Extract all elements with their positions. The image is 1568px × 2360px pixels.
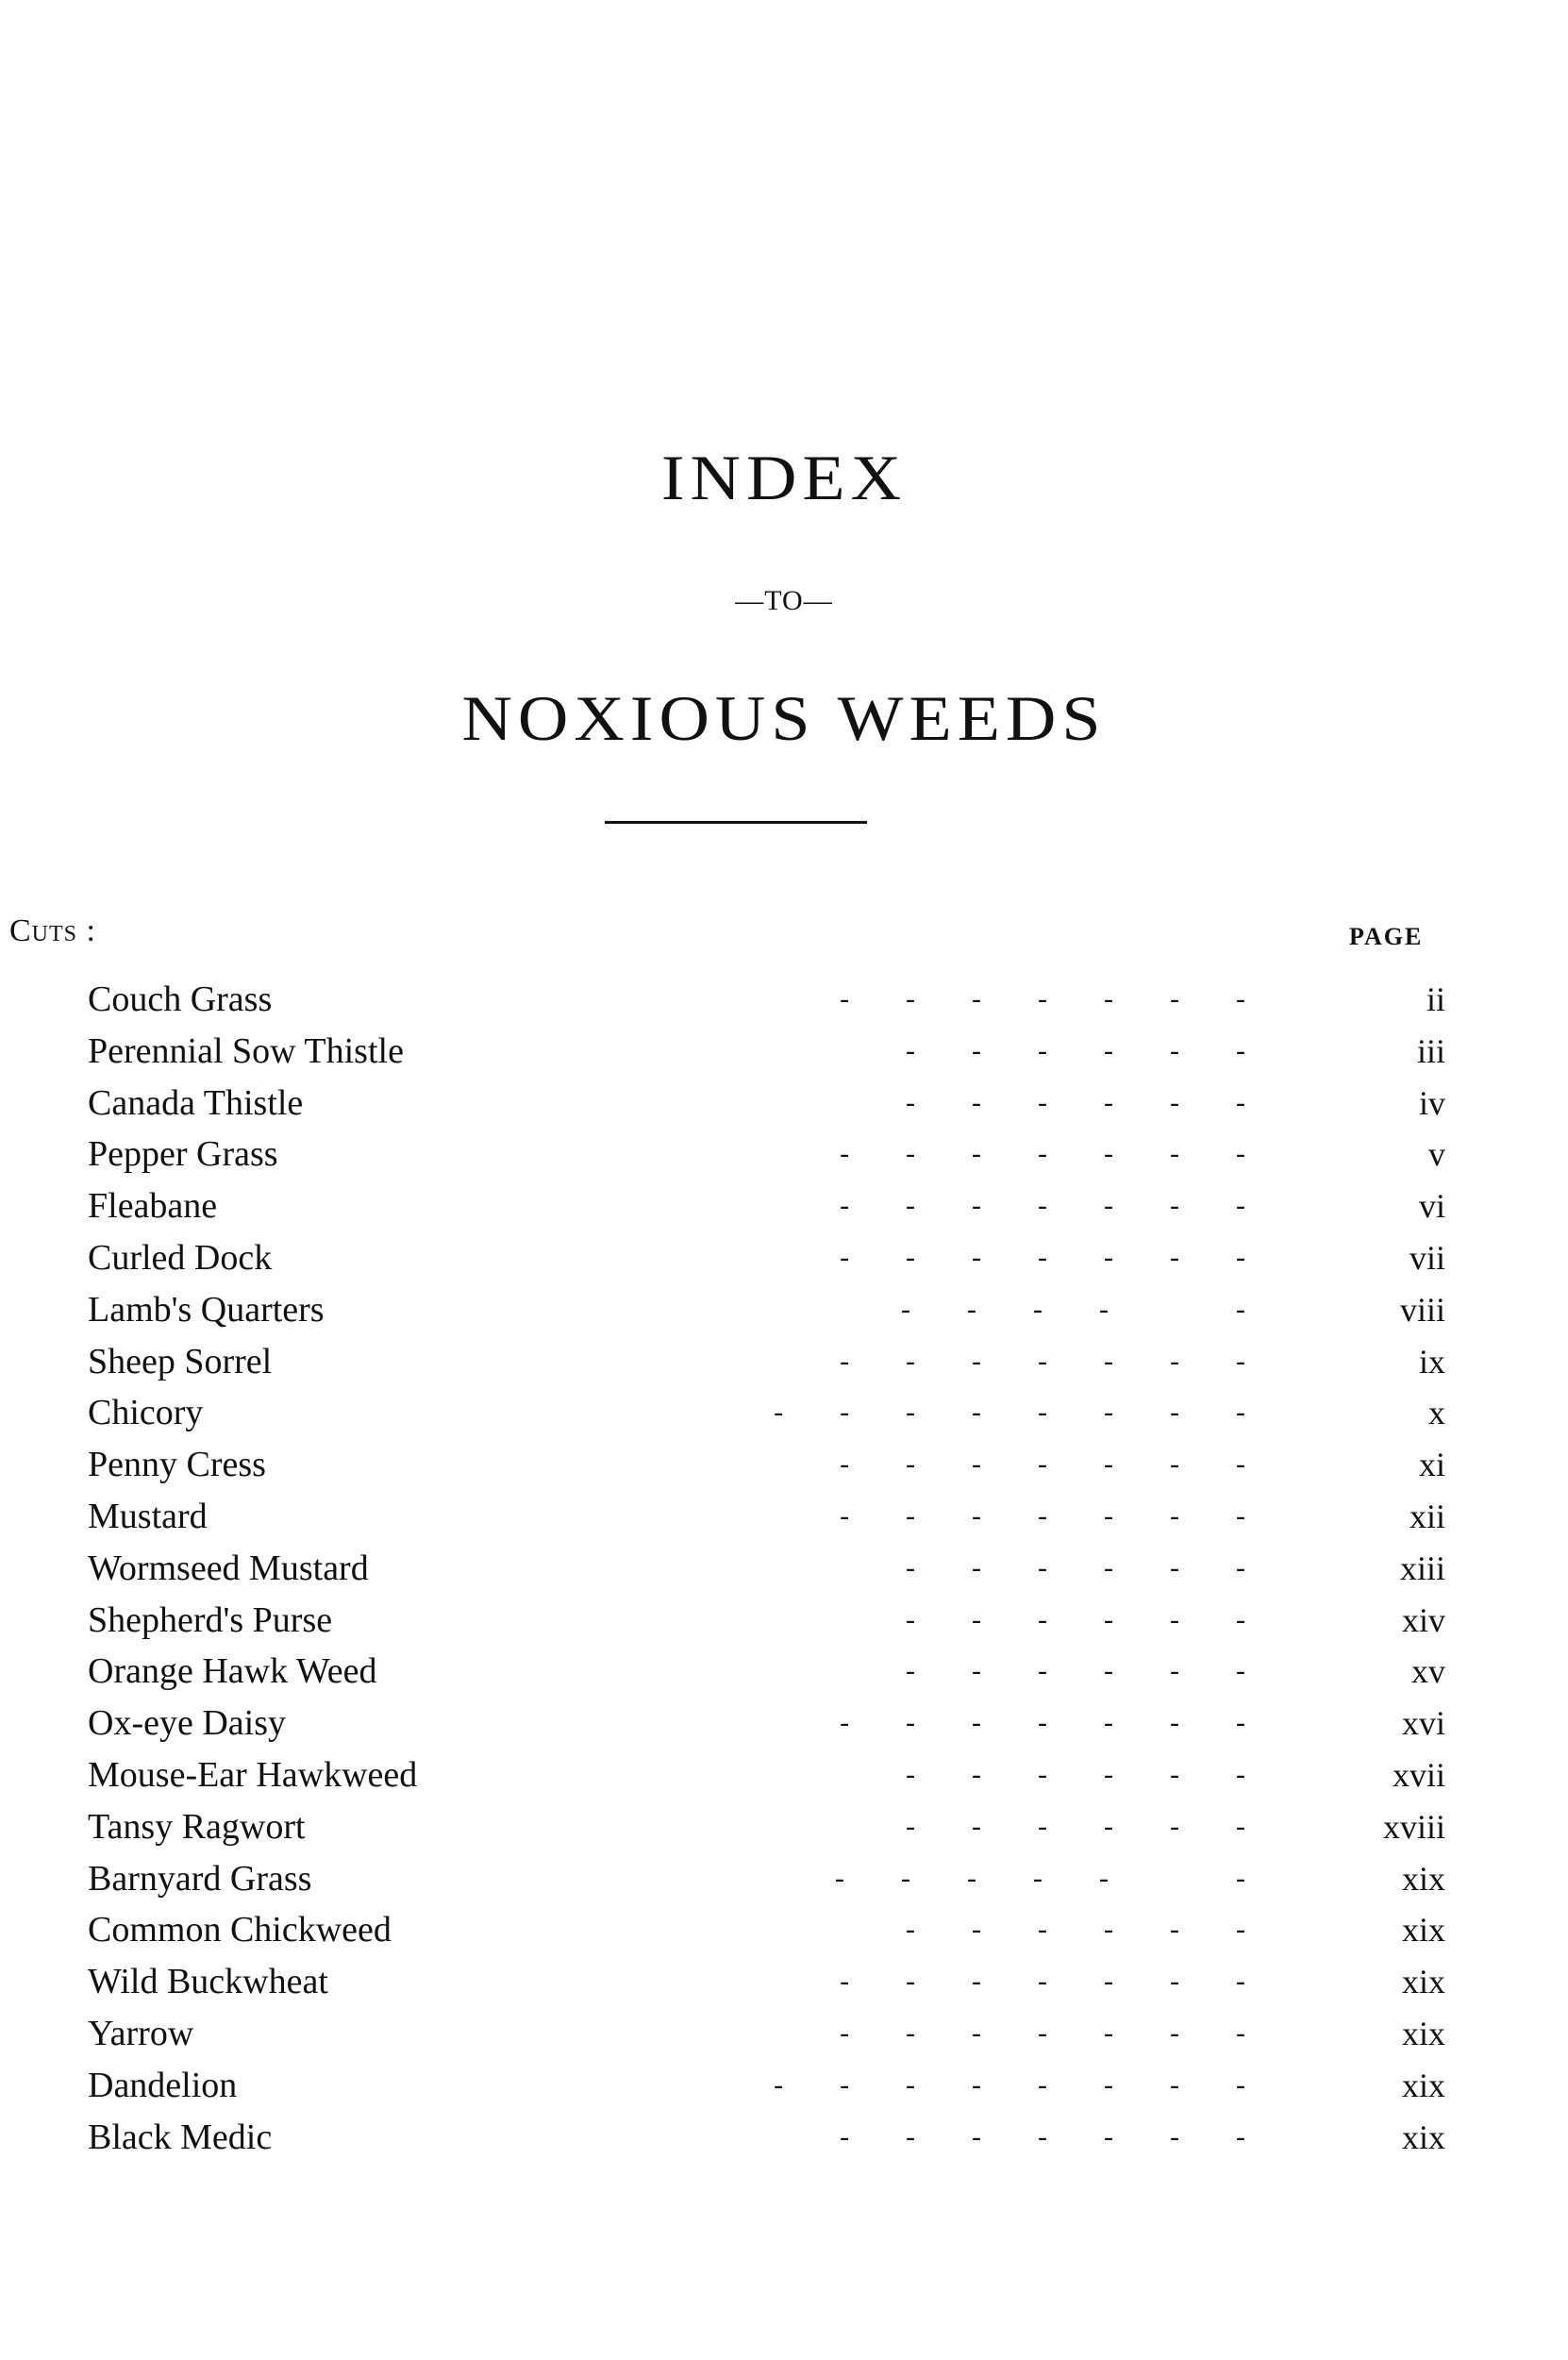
index-entry <box>0 2112 1568 2164</box>
entry-page-number: vi <box>1418 1187 1445 1226</box>
entry-name: Shepherd's Purse <box>88 1599 333 1640</box>
dot-leader: - - - - - - <box>906 1034 1245 1066</box>
entry-name: Ox-eye Daisy <box>88 1703 286 1744</box>
entry-name: Wormseed Mustard <box>88 1548 369 1588</box>
dot-leader: - - - - - - - <box>840 1966 1245 1998</box>
index-entry <box>0 1336 1568 1388</box>
entry-page-number: xix <box>1401 1963 1445 2001</box>
entry-name: Common Chickweed <box>88 1910 392 1950</box>
dot-leader: - - - - - - - - <box>774 1397 1245 1429</box>
dot-leader: - - - - - - - <box>840 2120 1245 2152</box>
index-entry <box>0 1904 1568 1956</box>
dot-leader: - - - - - - - <box>840 1190 1245 1222</box>
entry-page-number: xvi <box>1401 1704 1445 1743</box>
entry-name: Canada Thistle <box>88 1082 304 1123</box>
index-entry-list <box>0 974 1568 2163</box>
entry-name: Mustard <box>88 1496 208 1536</box>
index-entry <box>0 1129 1568 1180</box>
dot-leader: - - - - - - - <box>840 1345 1245 1377</box>
index-entry <box>0 1180 1568 1232</box>
entry-name: Perennial Sow Thistle <box>88 1030 404 1071</box>
entry-page-number: xix <box>1401 1911 1445 1950</box>
entry-page-number: vii <box>1409 1238 1445 1277</box>
entry-page-number: v <box>1428 1135 1445 1174</box>
entry-name: Pepper Grass <box>88 1134 278 1175</box>
entry-name: Dandelion <box>88 2065 238 2105</box>
index-entry <box>0 974 1568 1026</box>
entry-page-number: xi <box>1418 1446 1445 1484</box>
entry-page-number: ix <box>1418 1342 1445 1381</box>
index-entry <box>0 1595 1568 1647</box>
index-entry <box>0 2008 1568 2060</box>
dot-leader: - - - - - - - <box>840 2017 1245 2049</box>
entry-page-number: xix <box>1401 2014 1445 2052</box>
entry-page-number: xii <box>1409 1497 1445 1535</box>
dot-leader: - - - - - - - - <box>774 2068 1245 2101</box>
entry-page-number: xix <box>1401 1859 1445 1898</box>
index-entry <box>0 1543 1568 1595</box>
entry-name: Penny Cress <box>88 1445 266 1485</box>
entry-name: Chicory <box>88 1393 204 1433</box>
dot-leader: - - - - - - - <box>840 1448 1245 1481</box>
index-entry <box>0 1698 1568 1749</box>
index-entry <box>0 1078 1568 1130</box>
index-entry <box>0 1749 1568 1801</box>
dot-leader: - - - - - - <box>906 1551 1245 1583</box>
entry-name: Wild Buckwheat <box>88 1962 328 2002</box>
entry-page-number: viii <box>1399 1290 1445 1329</box>
dot-leader: - - - - - - <box>906 1914 1245 1946</box>
entry-name: Sheep Sorrel <box>88 1341 273 1381</box>
index-entry <box>0 1387 1568 1439</box>
entry-name: Orange Hawk Weed <box>88 1651 377 1692</box>
dot-leader: - - - - - - - <box>840 1241 1245 1273</box>
entry-name: Barnyard Grass <box>88 1858 312 1899</box>
entry-page-number: x <box>1428 1394 1445 1432</box>
index-entry <box>0 1026 1568 1078</box>
entry-page-number: iv <box>1418 1083 1445 1122</box>
dot-leader: - - - - - - <box>906 1655 1245 1687</box>
entry-page-number: xviii <box>1382 1807 1445 1846</box>
title-connector: —TO— <box>735 585 833 616</box>
entry-page-number: xiii <box>1399 1548 1445 1587</box>
index-entry <box>0 1853 1568 1905</box>
entry-page-number: xix <box>1401 2066 1445 2104</box>
dot-leader: - - - - - - <box>835 1862 1245 1894</box>
index-entry <box>0 1801 1568 1853</box>
entry-page-number: xvii <box>1392 1755 1445 1794</box>
index-entry <box>0 2060 1568 2112</box>
page-title: INDEX <box>660 443 908 514</box>
dot-leader: - - - - - - - <box>840 1499 1245 1531</box>
entry-name: Mouse-Ear Hawkweed <box>88 1754 418 1795</box>
entry-name: Curled Dock <box>88 1237 273 1278</box>
entry-page-number: iii <box>1416 1031 1445 1070</box>
dot-leader: - - - - - <box>901 1293 1245 1325</box>
dot-leader: - - - - - - <box>906 1603 1245 1635</box>
entry-page-number: ii <box>1426 980 1445 1018</box>
entry-name: Black Medic <box>88 2117 273 2157</box>
entry-name: Yarrow <box>88 2013 194 2053</box>
index-entry <box>0 1232 1568 1284</box>
index-entry <box>0 1439 1568 1491</box>
index-entry <box>0 1491 1568 1543</box>
entry-page-number: xix <box>1401 2117 1445 2156</box>
index-entry <box>0 1956 1568 2008</box>
index-entry <box>0 1646 1568 1698</box>
dot-leader: - - - - - - - <box>840 1707 1245 1739</box>
page-subtitle: NOXIOUS WEEDS <box>461 683 1107 755</box>
dot-leader: - - - - - - <box>906 1810 1245 1842</box>
dot-leader: - - - - - - <box>906 1758 1245 1790</box>
entry-page-number: xv <box>1411 1652 1445 1691</box>
dot-leader: - - - - - - - <box>840 1138 1245 1170</box>
dot-leader: - - - - - - - <box>840 983 1245 1014</box>
entry-page-number: xiv <box>1401 1600 1445 1639</box>
section-label: Cuts : <box>9 913 96 948</box>
entry-name: Fleabane <box>88 1186 218 1227</box>
entry-name: Tansy Ragwort <box>88 1806 306 1847</box>
index-entry <box>0 1284 1568 1336</box>
entry-name: Lamb's Quarters <box>88 1289 325 1330</box>
dot-leader: - - - - - - <box>906 1086 1245 1118</box>
title-rule <box>605 821 867 824</box>
page-column-label: PAGE <box>1349 923 1424 950</box>
entry-name: Couch Grass <box>88 979 273 1019</box>
